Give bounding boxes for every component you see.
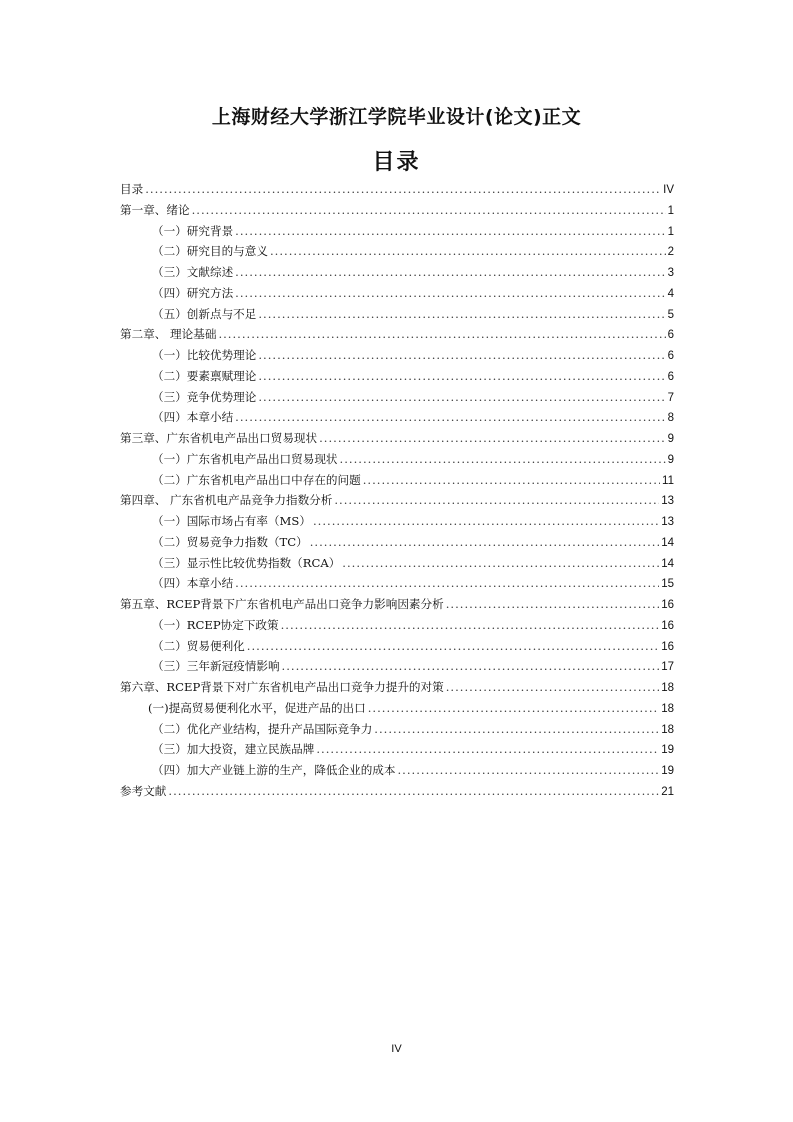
- toc-entry[interactable]: [120, 243, 674, 264]
- toc-entry-label: 目录: [120, 182, 144, 196]
- toc-dot-leader: [258, 307, 665, 321]
- page-number: IV: [391, 1043, 402, 1055]
- toc-entry-page: 2: [667, 246, 674, 259]
- toc-entry[interactable]: [120, 223, 674, 244]
- toc-entry-label: （三）加大投资，建立民族品牌: [152, 742, 315, 757]
- toc-entry-label: 第二章、 理论基础: [120, 327, 217, 342]
- toc-entry[interactable]: [120, 430, 674, 451]
- toc-dot-leader: [316, 742, 659, 756]
- toc-entry[interactable]: [120, 741, 674, 762]
- toc-entry[interactable]: [120, 513, 674, 534]
- toc-entry[interactable]: [120, 679, 674, 700]
- toc-entry-label: (一)提高贸易便利化水平，促进产品的出口: [148, 700, 366, 715]
- toc-entry[interactable]: [120, 534, 674, 555]
- toc-entry-page: 9: [667, 433, 674, 445]
- toc-dot-leader: [282, 659, 660, 673]
- toc-entry[interactable]: [120, 202, 674, 223]
- toc-dot-leader: [235, 224, 665, 238]
- toc-entry-label: 参考文献: [120, 783, 167, 798]
- document-header-title: 上海财经大学浙江学院毕业设计(论文)正文: [211, 106, 582, 128]
- toc-entry[interactable]: [120, 409, 674, 430]
- toc-dot-leader: [363, 473, 660, 487]
- toc-entry[interactable]: [120, 700, 674, 721]
- toc-entry[interactable]: [120, 368, 674, 389]
- toc-dot-leader: [192, 203, 666, 217]
- toc-entry-label: （五）创新点与不足: [152, 306, 257, 321]
- toc-entry-page: 6: [667, 370, 674, 383]
- toc-entry-label: （二）要素禀赋理论: [152, 368, 257, 383]
- toc-entry[interactable]: [120, 658, 674, 679]
- toc-entry[interactable]: [120, 555, 674, 576]
- toc-dot-leader: [218, 327, 665, 341]
- toc-heading: 目录: [372, 150, 421, 175]
- toc-entry-label: （三）显示性比较优势指数（RCA）: [152, 555, 341, 570]
- toc-entry-page: 8: [667, 412, 674, 425]
- toc-dot-leader: [313, 514, 659, 528]
- toc-dot-leader: [340, 452, 666, 466]
- toc-dot-leader: [270, 244, 666, 258]
- toc-entry-page: 6: [667, 329, 674, 342]
- toc-entry-label: （三）竞争优势理论: [152, 389, 257, 404]
- toc-entry[interactable]: [120, 306, 674, 327]
- toc-dot-leader: [258, 369, 665, 383]
- toc-entry-label: （四）研究方法: [152, 285, 234, 300]
- toc-entry-page: 19: [661, 765, 674, 777]
- toc-entry-label: （一）广东省机电产品出口贸易现状: [152, 451, 338, 466]
- toc-dot-leader: [235, 410, 665, 424]
- toc-entry-page: 5: [667, 308, 674, 321]
- toc-entry[interactable]: [120, 575, 674, 596]
- toc-dot-leader: [247, 639, 659, 653]
- toc-dot-leader: [310, 535, 659, 549]
- toc-entry-label: （三）三年新冠疫情影响: [152, 659, 280, 674]
- toc-entry-page: 15: [661, 578, 674, 591]
- toc-dot-leader: [374, 722, 659, 736]
- toc-dot-leader: [334, 493, 659, 507]
- toc-entry[interactable]: [120, 285, 674, 306]
- toc-entry[interactable]: [120, 783, 674, 804]
- toc-entry[interactable]: [120, 326, 674, 347]
- toc-entry-label: （二）优化产业结构，提升产品国际竞争力: [152, 721, 373, 736]
- toc-entry[interactable]: [120, 762, 674, 783]
- toc-entry-label: （一）比较优势理论: [152, 348, 257, 362]
- toc-entry-page: 16: [661, 619, 674, 632]
- toc-entry[interactable]: [120, 347, 674, 368]
- toc-dot-leader: [446, 680, 659, 694]
- toc-entry-label: （一）研究背景: [152, 223, 234, 238]
- toc-dot-leader: [235, 576, 659, 590]
- toc-entry-label: （一）国际市场占有率（MS）: [152, 514, 311, 528]
- toc-entry[interactable]: [120, 596, 674, 617]
- toc-entry-page: 19: [661, 744, 674, 757]
- toc-entry-page: 14: [661, 557, 674, 570]
- toc-entry-label: 第四章、 广东省机电产品竞争力指数分析: [120, 493, 333, 508]
- toc-entry-label: 第三章、广东省机电产品出口贸易现状: [120, 431, 318, 445]
- toc-dot-leader: [258, 390, 665, 404]
- toc-entry-label: 第五章、RCEP背景下广东省机电产品出口竞争力影响因素分析: [120, 597, 444, 611]
- toc-entry-page: 16: [661, 640, 674, 653]
- toc-entry[interactable]: [120, 472, 674, 493]
- toc-dot-leader: [235, 286, 665, 300]
- toc-entry-page: 21: [661, 785, 674, 798]
- toc-dot-leader: [258, 348, 665, 362]
- toc-entry[interactable]: [120, 181, 674, 202]
- toc-entry[interactable]: [120, 389, 674, 410]
- toc-entry-page: 13: [661, 516, 674, 528]
- toc-entry-label: （二）研究目的与意义: [152, 244, 268, 259]
- toc-dot-leader: [168, 784, 659, 798]
- toc-entry-label: （四）加大产业链上游的生产，降低企业的成本: [152, 763, 396, 777]
- toc-dot-leader: [342, 556, 659, 570]
- toc-entry[interactable]: [120, 264, 674, 285]
- toc-entry-page: 3: [667, 267, 674, 279]
- toc-entry-label: （四）本章小结: [152, 576, 234, 591]
- toc-entry[interactable]: [120, 617, 674, 638]
- toc-entry-page: 6: [667, 350, 674, 362]
- toc-entry-label: 第一章、绪论: [120, 202, 190, 217]
- toc-entry-page: 14: [661, 536, 674, 549]
- table-of-contents: [120, 181, 674, 804]
- toc-dot-leader: [235, 265, 665, 279]
- toc-dot-leader: [281, 618, 660, 632]
- toc-entry-label: 第六章、RCEP背景下对广东省机电产品出口竞争力提升的对策: [120, 680, 444, 694]
- toc-entry-page: 18: [661, 702, 674, 715]
- toc-entry-page: 13: [661, 495, 674, 508]
- toc-entry-label: （二）贸易便利化: [152, 638, 245, 653]
- toc-entry-page: 17: [661, 661, 674, 674]
- toc-entry[interactable]: [120, 451, 674, 472]
- toc-entry-page: 1: [667, 204, 674, 217]
- toc-entry-label: （二）贸易竞争力指数（TC）: [152, 534, 308, 549]
- toc-entry-page: 18: [661, 682, 674, 694]
- toc-entry-label: （二）广东省机电产品出口中存在的问题: [152, 472, 361, 487]
- toc-entry-page: 18: [661, 723, 674, 736]
- toc-entry[interactable]: [120, 492, 674, 513]
- toc-dot-leader: [446, 597, 659, 611]
- toc-entry-page: 9: [667, 453, 674, 466]
- toc-dot-leader: [319, 431, 665, 445]
- toc-entry-label: （一）RCEP协定下政策: [152, 617, 279, 632]
- toc-entry-label: （四）本章小结: [152, 410, 234, 425]
- toc-entry-page: 4: [667, 287, 674, 300]
- toc-entry-page: 16: [661, 599, 674, 611]
- toc-dot-leader: [397, 763, 659, 777]
- toc-entry-page: 7: [667, 391, 674, 404]
- toc-entry[interactable]: [120, 638, 674, 659]
- toc-entry[interactable]: [120, 721, 674, 742]
- toc-entry-page: 11: [662, 474, 674, 487]
- toc-dot-leader: [368, 701, 659, 715]
- toc-entry-page: IV: [663, 184, 674, 196]
- toc-entry-page: 1: [667, 225, 674, 238]
- toc-entry-label: （三）文献综述: [152, 265, 234, 279]
- toc-dot-leader: [145, 182, 661, 196]
